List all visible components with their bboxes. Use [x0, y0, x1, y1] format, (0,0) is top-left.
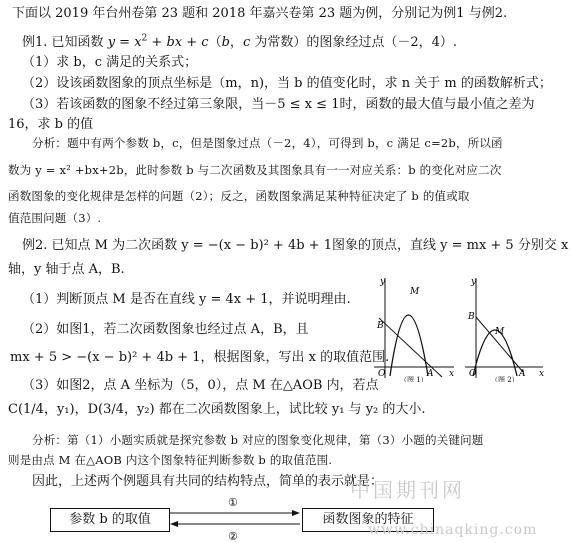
example2-part2-cont: mx + 5 > −(x − b)² + 4b + 1，根据图象，写出 x 的取值范围.: [10, 350, 390, 365]
diagram-parameter-box: 参数 b 的取值: [50, 508, 170, 532]
fig1-label-x: x: [449, 369, 455, 379]
example2-analysis-1: 分析：第（1）小题实质就是探究参数 b 对应的图象变化规律，第（3）小题的关键问题: [32, 433, 484, 447]
figure-1: [370, 272, 458, 382]
example1-analysis-2: 数为 y = x² +bx+2b，此时参数 b 与二次函数及其图象具有一一对应关系：b 的变化对应二次: [8, 163, 502, 177]
arrow-label-1: ①: [228, 496, 238, 509]
example1-part3: （3）若该函数的图象不经过第三象限，当－5 ≤ x ≤ 1时，函数的最大值与最小值之差为: [22, 97, 535, 112]
example1-statement: 例1. 已知函数 $y = x^2$ + bx + c（b，c 为常数）的图象经过点（－2，4）.: [22, 33, 458, 50]
example1-part3-cont: 16，求 b 的值: [8, 117, 94, 132]
example1-part2: （2）设该函数图象的顶点坐标是（m，n)，当 b 的值变化时，求 n 关于 m 的函数解析式；: [22, 76, 552, 91]
example2-part3-cont: C(1/4，y₁)，D(3/4，y₂) 都在二次函数图象上，试比较 y₁ 与 y₂ 的大小.: [8, 402, 426, 417]
arrow-label-2: ②: [228, 530, 238, 543]
diagram-arrows: [168, 494, 302, 543]
example1-analysis-4: 值范围问题（3）.: [8, 211, 102, 225]
example1-analysis-3: 函数图象的变化规律是怎样的问题（2）；反之，函数图象满足某种特征决定了 b 的值或取: [8, 189, 470, 203]
fig1-label-b: B: [377, 321, 384, 331]
example1-analysis-1: 分析：题中有两个参数 b，c，但是图象过点（－2，4），可得到 b，c 满足 c=2b，所以函: [32, 136, 503, 150]
example2-statement-cont: 轴，y 轴于点 A，B.: [8, 262, 125, 277]
arrow-backward-head: [170, 521, 178, 527]
fig1-label-a: A: [427, 369, 434, 379]
fig2-caption: （图 2）: [491, 376, 519, 382]
watermark-title: 中国期刊网: [350, 478, 465, 502]
example1-label: 例1. 已知函数: [22, 35, 104, 50]
conclusion-text: 因此，上述两个例题具有共同的结构特点，简单的表示就是：: [32, 474, 384, 489]
fig2-label-x: x: [539, 369, 545, 379]
fig2-label-y: y: [471, 277, 477, 287]
diagram-graph-feature-box: 函数图象的特征: [302, 508, 434, 532]
figure-2: [461, 272, 551, 382]
example2-part1: （1）判断顶点 M 是否在直线 y = 4x + 1，并说明理由.: [22, 292, 351, 307]
arrow-forward-head: [292, 510, 300, 516]
fig2-label-b: B: [468, 312, 475, 322]
example2-statement: 例2. 已知点 M 为二次函数 y = −(x − b)² + 4b + 1图象的顶点，直线 y = mx + 5 分别交 x: [22, 238, 569, 253]
example2-analysis-2: 则是由点 M 在△AOB 内这个图象特征判断参数 b 的取值范围.: [8, 453, 333, 467]
fig2-label-a: A: [519, 369, 526, 379]
fig1-label-y: y: [380, 277, 386, 287]
example1-part1: （1）求 b，c 满足的关系式；: [22, 55, 198, 70]
fig1-caption: （图 1）: [400, 376, 428, 382]
intro-text: 下面以 2019 年台州卷第 23 题和 2018 年嘉兴卷第 23 题为例，分别记为例1 与例2.: [12, 6, 508, 21]
fig1-label-o: O: [378, 369, 386, 379]
example2-part2: （2）如图1，若二次函数图象也经过点 A，B，且: [22, 322, 309, 337]
fig2-label-o: O: [469, 369, 477, 379]
example2-part3: （3）如图2，点 A 坐标为（5，0），点 M 在△AOB 内，若点: [22, 378, 379, 393]
fig1-label-m: M: [410, 287, 420, 297]
watermark-url: www.chinaqking.com: [368, 522, 538, 538]
fig2-label-m: M: [495, 327, 505, 337]
